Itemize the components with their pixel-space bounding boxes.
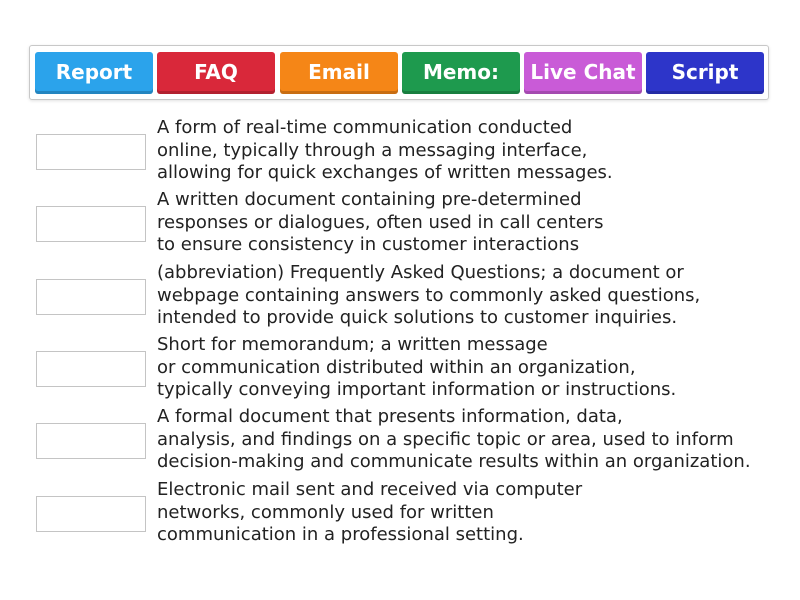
- match-row-5: [0, 405, 800, 477]
- answer-drop-box[interactable]: [36, 351, 146, 387]
- definition-text: A form of real-time communication conducted online, typically through a messaging interface, allowing for quick exchanges of written messages.: [157, 117, 613, 183]
- definition-text: (abbreviation) Frequently Asked Questions; a document or webpage containing answers to commonly asked questions, intended to provide quick solutions to customer inquiries.: [157, 262, 701, 328]
- tile-email[interactable]: Email: [280, 52, 398, 94]
- definition-text: Electronic mail sent and received via computer networks, commonly used for written communication in a professional setting.: [157, 479, 583, 545]
- tile-report[interactable]: Report: [35, 52, 153, 94]
- definition-text: A written document containing pre-determined responses or dialogues, often used in call centers to ensure consistency in customer interactions: [157, 189, 604, 255]
- answer-drop-box[interactable]: [36, 279, 146, 315]
- match-row-6: [0, 478, 800, 550]
- definition-text: A formal document that presents information, data, analysis, and findings on a specific topic or area, used to inform decision-making and communicate results within an organization.: [157, 406, 751, 472]
- match-row-1: [0, 116, 800, 188]
- answer-drop-box[interactable]: [36, 496, 146, 532]
- answer-drop-box[interactable]: [36, 134, 146, 170]
- answer-drop-box[interactable]: [36, 423, 146, 459]
- definition-text: Short for memorandum; a written message or communication distributed within an organization, typically conveying important information or instructions.: [157, 334, 677, 400]
- match-row-4: [0, 333, 800, 405]
- tile-faq[interactable]: FAQ: [157, 52, 275, 94]
- answer-drop-box[interactable]: [36, 206, 146, 242]
- word-bank: [29, 45, 769, 100]
- match-row-2: [0, 188, 800, 260]
- match-row-3: [0, 261, 800, 333]
- tile-memo[interactable]: Memo:: [402, 52, 520, 94]
- tile-script[interactable]: Script: [646, 52, 764, 94]
- tile-live-chat[interactable]: Live Chat: [524, 52, 642, 94]
